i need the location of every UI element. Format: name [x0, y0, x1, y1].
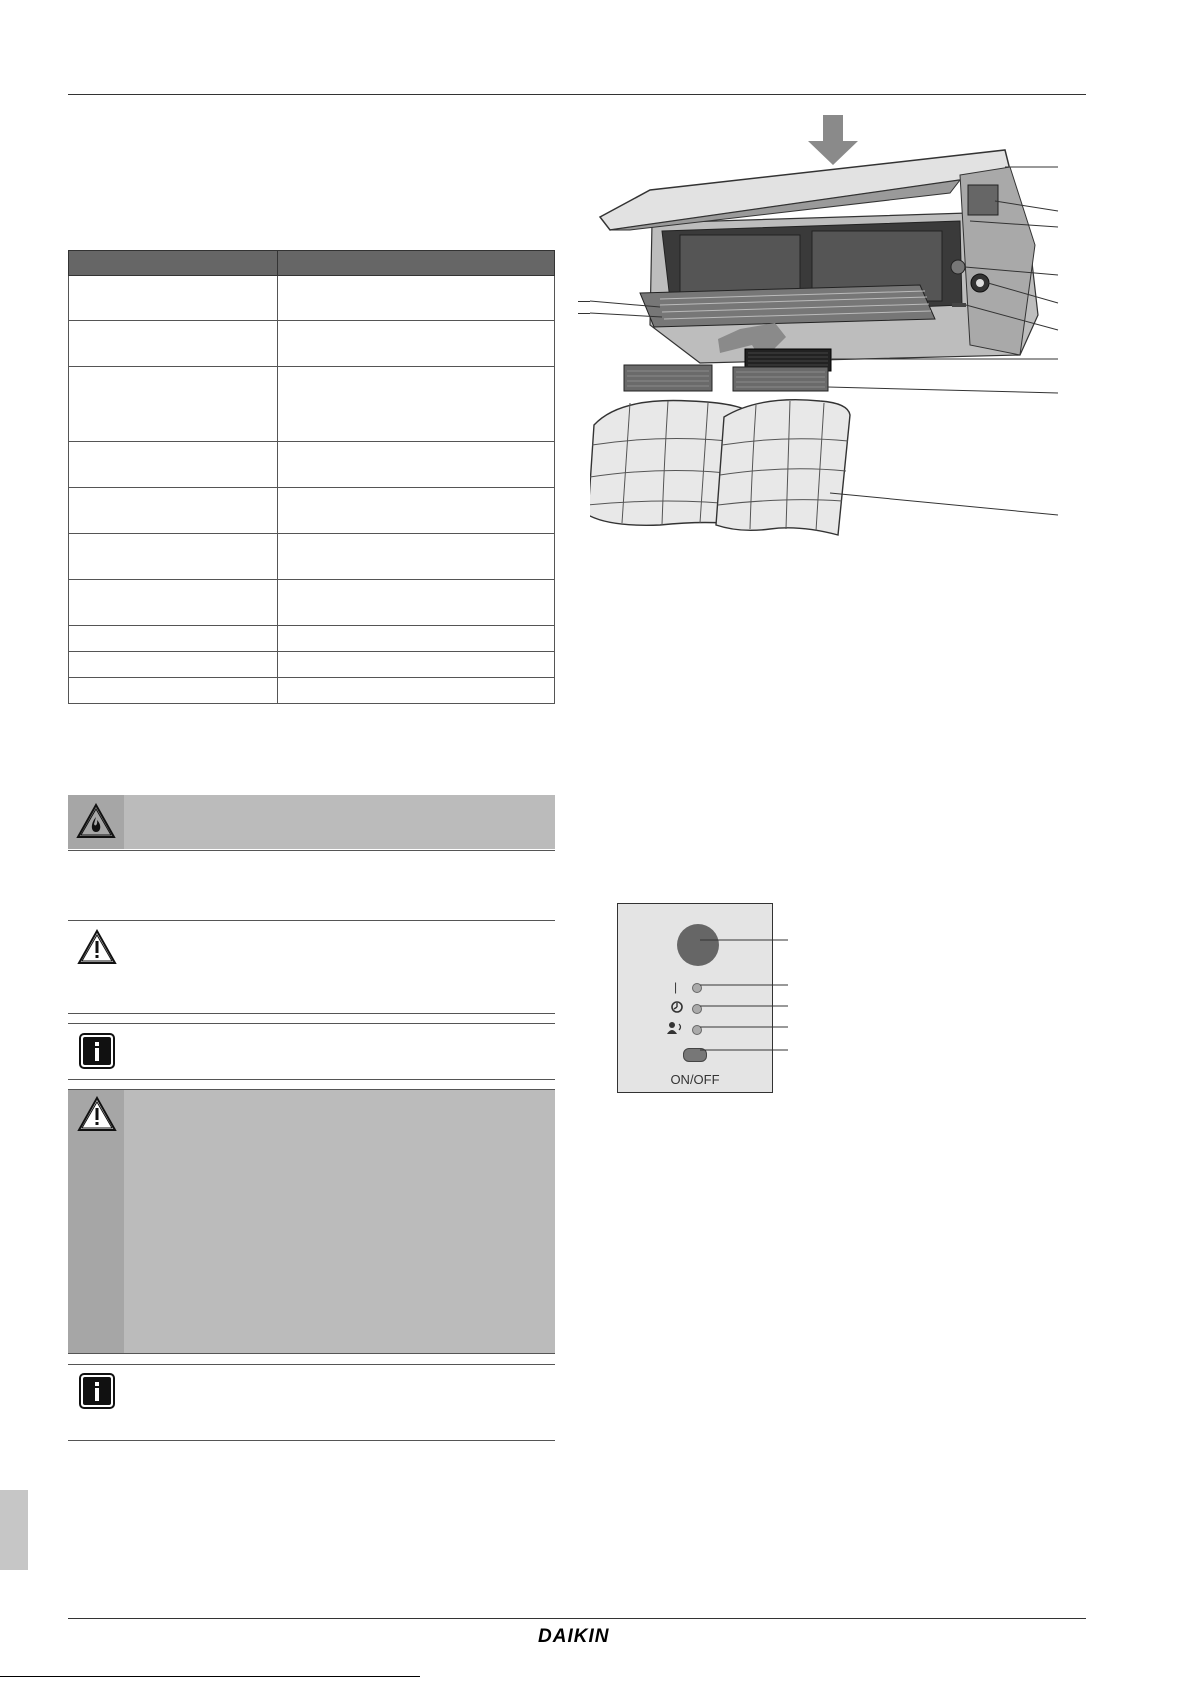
flammable-warning-icon: [76, 803, 116, 839]
information-icon: [78, 1032, 116, 1070]
onoff-label: ON/OFF: [670, 1072, 720, 1087]
sensor-lamp-icon: [667, 1021, 685, 1035]
down-arrow-icon: [808, 115, 858, 165]
footer-rule: [68, 1618, 1086, 1619]
table-row: [69, 442, 555, 488]
divider: [68, 850, 555, 851]
operation-lamp-icon: |: [674, 980, 678, 994]
table-row: [69, 276, 555, 321]
flammable-warning-box: [68, 795, 555, 849]
table-row: [69, 580, 555, 626]
divider: [68, 1079, 555, 1080]
info-box: [68, 1024, 555, 1079]
table-row: [69, 626, 555, 652]
table-row: [69, 367, 555, 442]
leader-line: [578, 313, 590, 314]
indoor-unit-illustration: [590, 105, 1060, 595]
timer-lamp-icon: [670, 1000, 684, 1014]
brand-logo: [538, 1626, 658, 1650]
table-header-cell: [69, 251, 278, 276]
leader-line: [578, 301, 590, 302]
table-row: [69, 488, 555, 534]
table-row: [69, 678, 555, 704]
table-row: [69, 652, 555, 678]
warning-triangle-icon: [77, 929, 117, 965]
bottom-rule: [0, 1676, 420, 1677]
table-row: [69, 321, 555, 367]
table-header-cell: [278, 251, 555, 276]
header-rule: [68, 94, 1086, 95]
table-header-row: [69, 251, 555, 276]
brand-wordmark: DAIKIN: [538, 1626, 610, 1647]
info-box: [68, 1365, 555, 1440]
warning-box-large: [68, 1090, 555, 1353]
panel-leader-lines: [700, 930, 792, 1060]
table-row: [69, 534, 555, 580]
divider: [68, 1353, 555, 1354]
divider: [68, 1013, 555, 1014]
warning-box: [68, 921, 555, 1013]
warning-triangle-icon: [77, 1096, 117, 1132]
parts-table: [68, 250, 555, 704]
divider: [68, 1440, 555, 1441]
information-icon: [78, 1372, 116, 1410]
side-tab: [0, 1490, 28, 1570]
